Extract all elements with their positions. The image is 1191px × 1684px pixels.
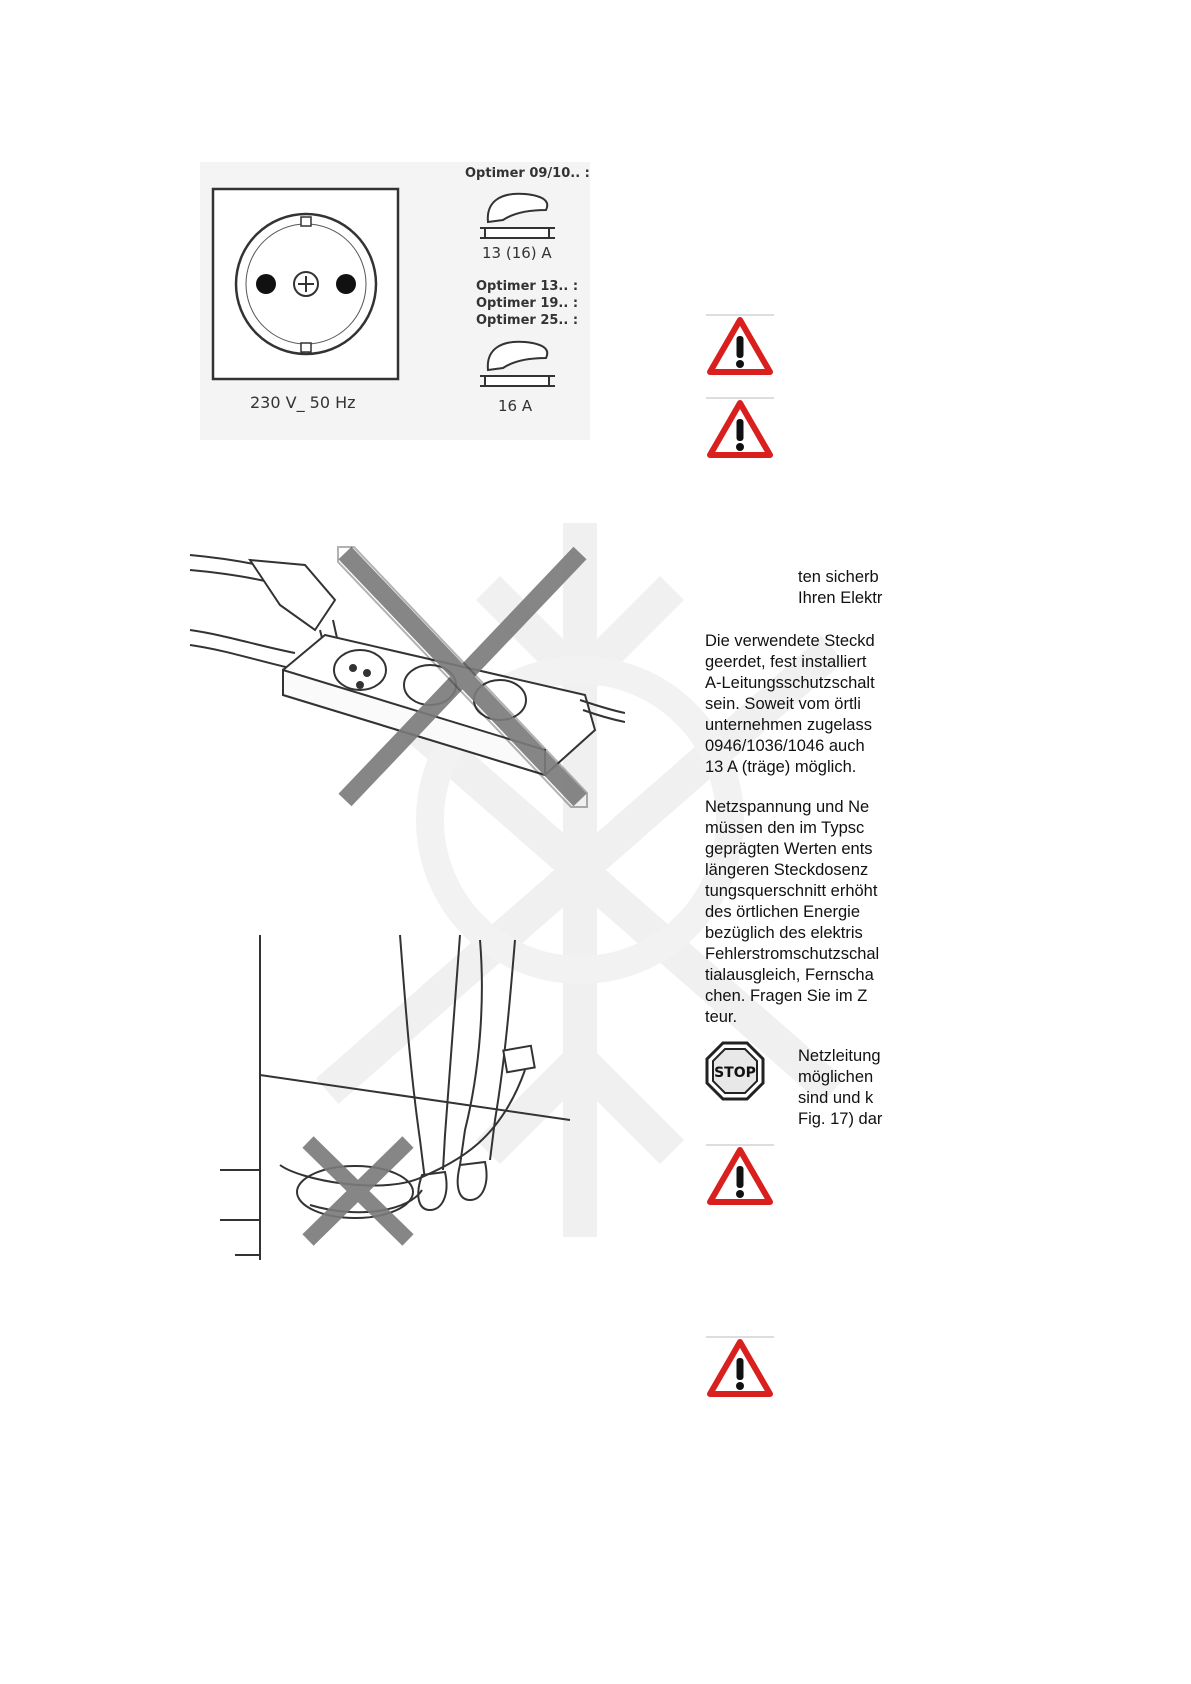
text-line: geprägten Werten ents	[705, 840, 873, 858]
text-line: Die verwendete Steckd	[705, 632, 875, 650]
stop-sign-icon	[704, 1040, 766, 1102]
text-line: Fehlerstromschutzschal	[705, 945, 880, 963]
text-line: bezüglich des elektris	[705, 924, 863, 942]
figure-power-strip-prohibited	[185, 535, 625, 815]
warning-triangle-icon	[706, 1144, 774, 1206]
text-line: müssen den im Typsc	[705, 819, 865, 837]
text-line: Fig. 17) dar	[798, 1110, 883, 1128]
text-line: möglichen	[798, 1068, 874, 1086]
warning-triangle-icon	[706, 314, 774, 376]
warning-triangle-icon	[706, 1336, 774, 1398]
text-line: 0946/1036/1046 auch	[705, 737, 865, 755]
text-line: tialausgleich, Fernscha	[705, 966, 874, 984]
text-line: unternehmen zugelass	[705, 716, 872, 734]
prohibition-x-icon-small	[308, 1142, 408, 1240]
text-line: Ihren Elektr	[798, 589, 883, 607]
text-line: teur.	[705, 1008, 738, 1026]
text-line: sind und k	[798, 1089, 874, 1107]
model-label-3: Optimer 19.. :	[476, 296, 579, 311]
text-line: längeren Steckdosenz	[705, 861, 869, 879]
stop-sign-text: STOP	[714, 1065, 756, 1081]
text-line: Netzleitung	[798, 1047, 881, 1065]
paragraph-voltage	[705, 797, 898, 1028]
text-line: ten sicherb	[798, 568, 879, 586]
socket-label: 230 V_ 50 Hz	[250, 393, 356, 412]
figure-socket-fuse	[200, 162, 590, 440]
fuse-label-1: 13 (16) A	[482, 244, 552, 262]
text-line: sein. Soweit vom örtli	[705, 695, 861, 713]
text-line: geerdet, fest installiert	[705, 653, 867, 671]
paragraph-top	[798, 567, 898, 609]
paragraph-stop	[798, 1046, 898, 1130]
fuse-label-2: 16 A	[498, 397, 533, 415]
text-line: des örtlichen Energie	[705, 903, 861, 921]
model-label-1: Optimer 09/10.. :	[465, 166, 590, 181]
text-line: Netzspannung und Ne	[705, 798, 870, 816]
warning-triangle-icon	[706, 397, 774, 459]
model-label-4: Optimer 25.. :	[476, 313, 579, 328]
model-label-2: Optimer 13.. :	[476, 279, 579, 294]
socket-drawing	[213, 189, 398, 379]
text-line: chen. Fragen Sie im Z	[705, 987, 868, 1005]
text-line: tungsquerschnitt erhöht	[705, 882, 878, 900]
text-line: 13 A (träge) möglich.	[705, 758, 857, 776]
paragraph-socket	[705, 631, 898, 778]
figure-cable-tripping-prohibited	[160, 920, 620, 1270]
text-line: A-Leitungsschutzschalt	[705, 674, 875, 692]
